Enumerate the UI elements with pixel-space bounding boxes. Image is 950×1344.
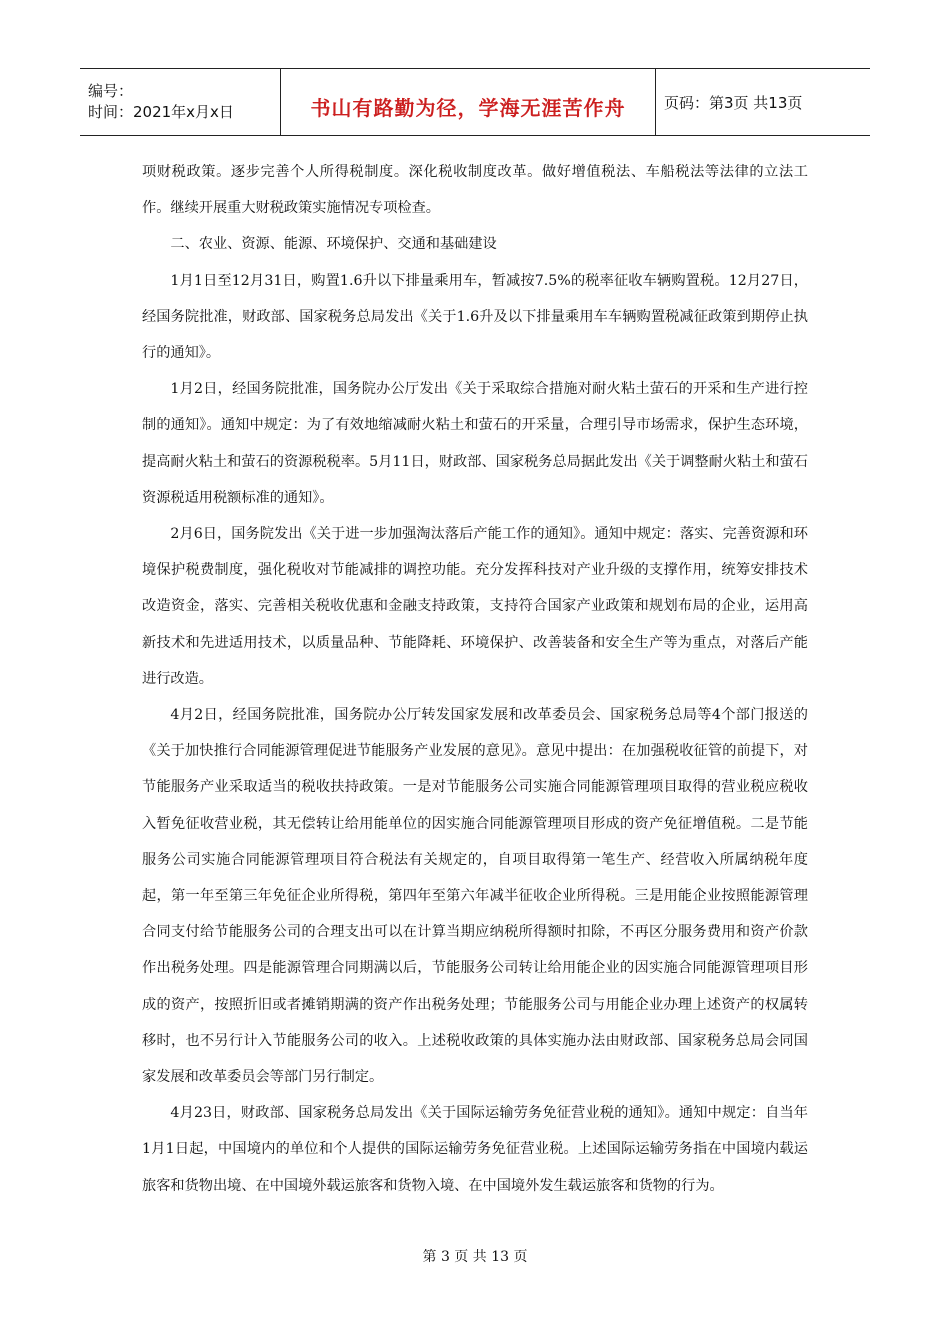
paragraph: 1月1日至12月31日，购置1.6升以下排量乘用车，暂减按7.5%的税率征收车辆购置税。12月27日，经国务院批准，财政部、国家税务总局发出《关于1.6升及以下排量乘用车车辆购置税减征政策到期停止执行的通知》。 — [142, 272, 808, 362]
document-number-label: 编号： — [88, 82, 134, 100]
header-page-cell — [656, 69, 870, 135]
motto-text: 书山有路勤为径，学海无涯苦作舟 — [310, 95, 626, 120]
page-footer: 第 3 页 共 13 页 — [422, 1249, 528, 1265]
paragraph: 2月6日，国务院发出《关于进一步加强淘汰落后产能工作的通知》。通知中规定：落实、完善资源和环境保护税费制度，强化税收对节能减排的调控功能。充分发挥科技对产业升级的支撑作用，统筹安排技术改造资金，落实、完善相关税收优惠和金融支持政策，支持符合国家产业政策和规划布局的企业，运用高新技术和先进适用技术，以质量品种、节能降耗、环境保护、改善装备和安全生产等为重点，对落后产能进行改造。 — [142, 526, 808, 687]
document-body — [142, 154, 808, 1204]
paragraph: 4月2日，经国务院批准，国务院办公厅转发国家发展和改革委员会、国家税务总局等4个部门报送的《关于加快推行合同能源管理促进节能服务产业发展的意见》。意见中提出：在加强税收征管的前提下，对节能服务产业采取适当的税收扶持政策。一是对节能服务公司实施合同能源管理项目取得的营业税应税收入暂免征收营业税，其无偿转让给用能单位的因实施合同能源管理项目形成的资产免征增值税。二是节能服务公司实施合同能源管理项目符合税法有关规定的，自项目取得第一笔生产、经营收入所属纳税年度起，第一年至第三年免征企业所得税，第四年至第六年减半征收企业所得税。三是用能企业按照能源管理合同支付给节能服务公司的合理支出可以在计算当期应纳税所得额时扣除，不再区分服务费用和资产价款作出税务处理。四是能源管理合同期满以后，节能服务公司转让给用能企业的因实施合同能源管理项目形成的资产，按照折旧或者摊销期满的资产作出税务处理；节能服务公司与用能企业办理上述资产的权属转移时，也不另行计入节能服务公司的收入。上述税收政策的具体实施办法由财政部、国家税务总局会同国家发展和改革委员会等部门另行制定。 — [142, 707, 808, 1086]
section-heading: 二、农业、资源、能源、环境保护、交通和基础建设 — [170, 236, 497, 253]
header-page-number: 页码：第3页 共13页 — [664, 93, 803, 112]
header-motto-cell — [281, 69, 656, 135]
document-header — [80, 68, 870, 136]
paragraph: 项财税政策。逐步完善个人所得税制度。深化税收制度改革。做好增值税法、车船税法等法律的立法工作。继续开展重大财税政策实施情况专项检查。 — [142, 164, 808, 217]
document-date-label: 时间：2021年x月x日 — [88, 103, 234, 121]
paragraph: 1月2日，经国务院批准，国务院办公厅发出《关于采取综合措施对耐火粘土萤石的开采和生产进行控制的通知》。通知中规定：为了有效地缩减耐火粘土和萤石的开采量，合理引导市场需求，保护生态环境，提高耐火粘土和萤石的资源税税率。5月11日，财政部、国家税务总局据此发出《关于调整耐火粘土和萤石资源税适用税额标准的通知》。 — [142, 381, 808, 506]
header-meta-cell — [80, 69, 281, 135]
paragraph: 4月23日，财政部、国家税务总局发出《关于国际运输劳务免征营业税的通知》。通知中规定：自当年1月1日起，中国境内的单位和个人提供的国际运输劳务免征营业税。上述国际运输劳务指在中国境内载运旅客和货物出境、在中国境外载运旅客和货物入境、在中国境外发生载运旅客和货物的行为。 — [142, 1105, 808, 1194]
